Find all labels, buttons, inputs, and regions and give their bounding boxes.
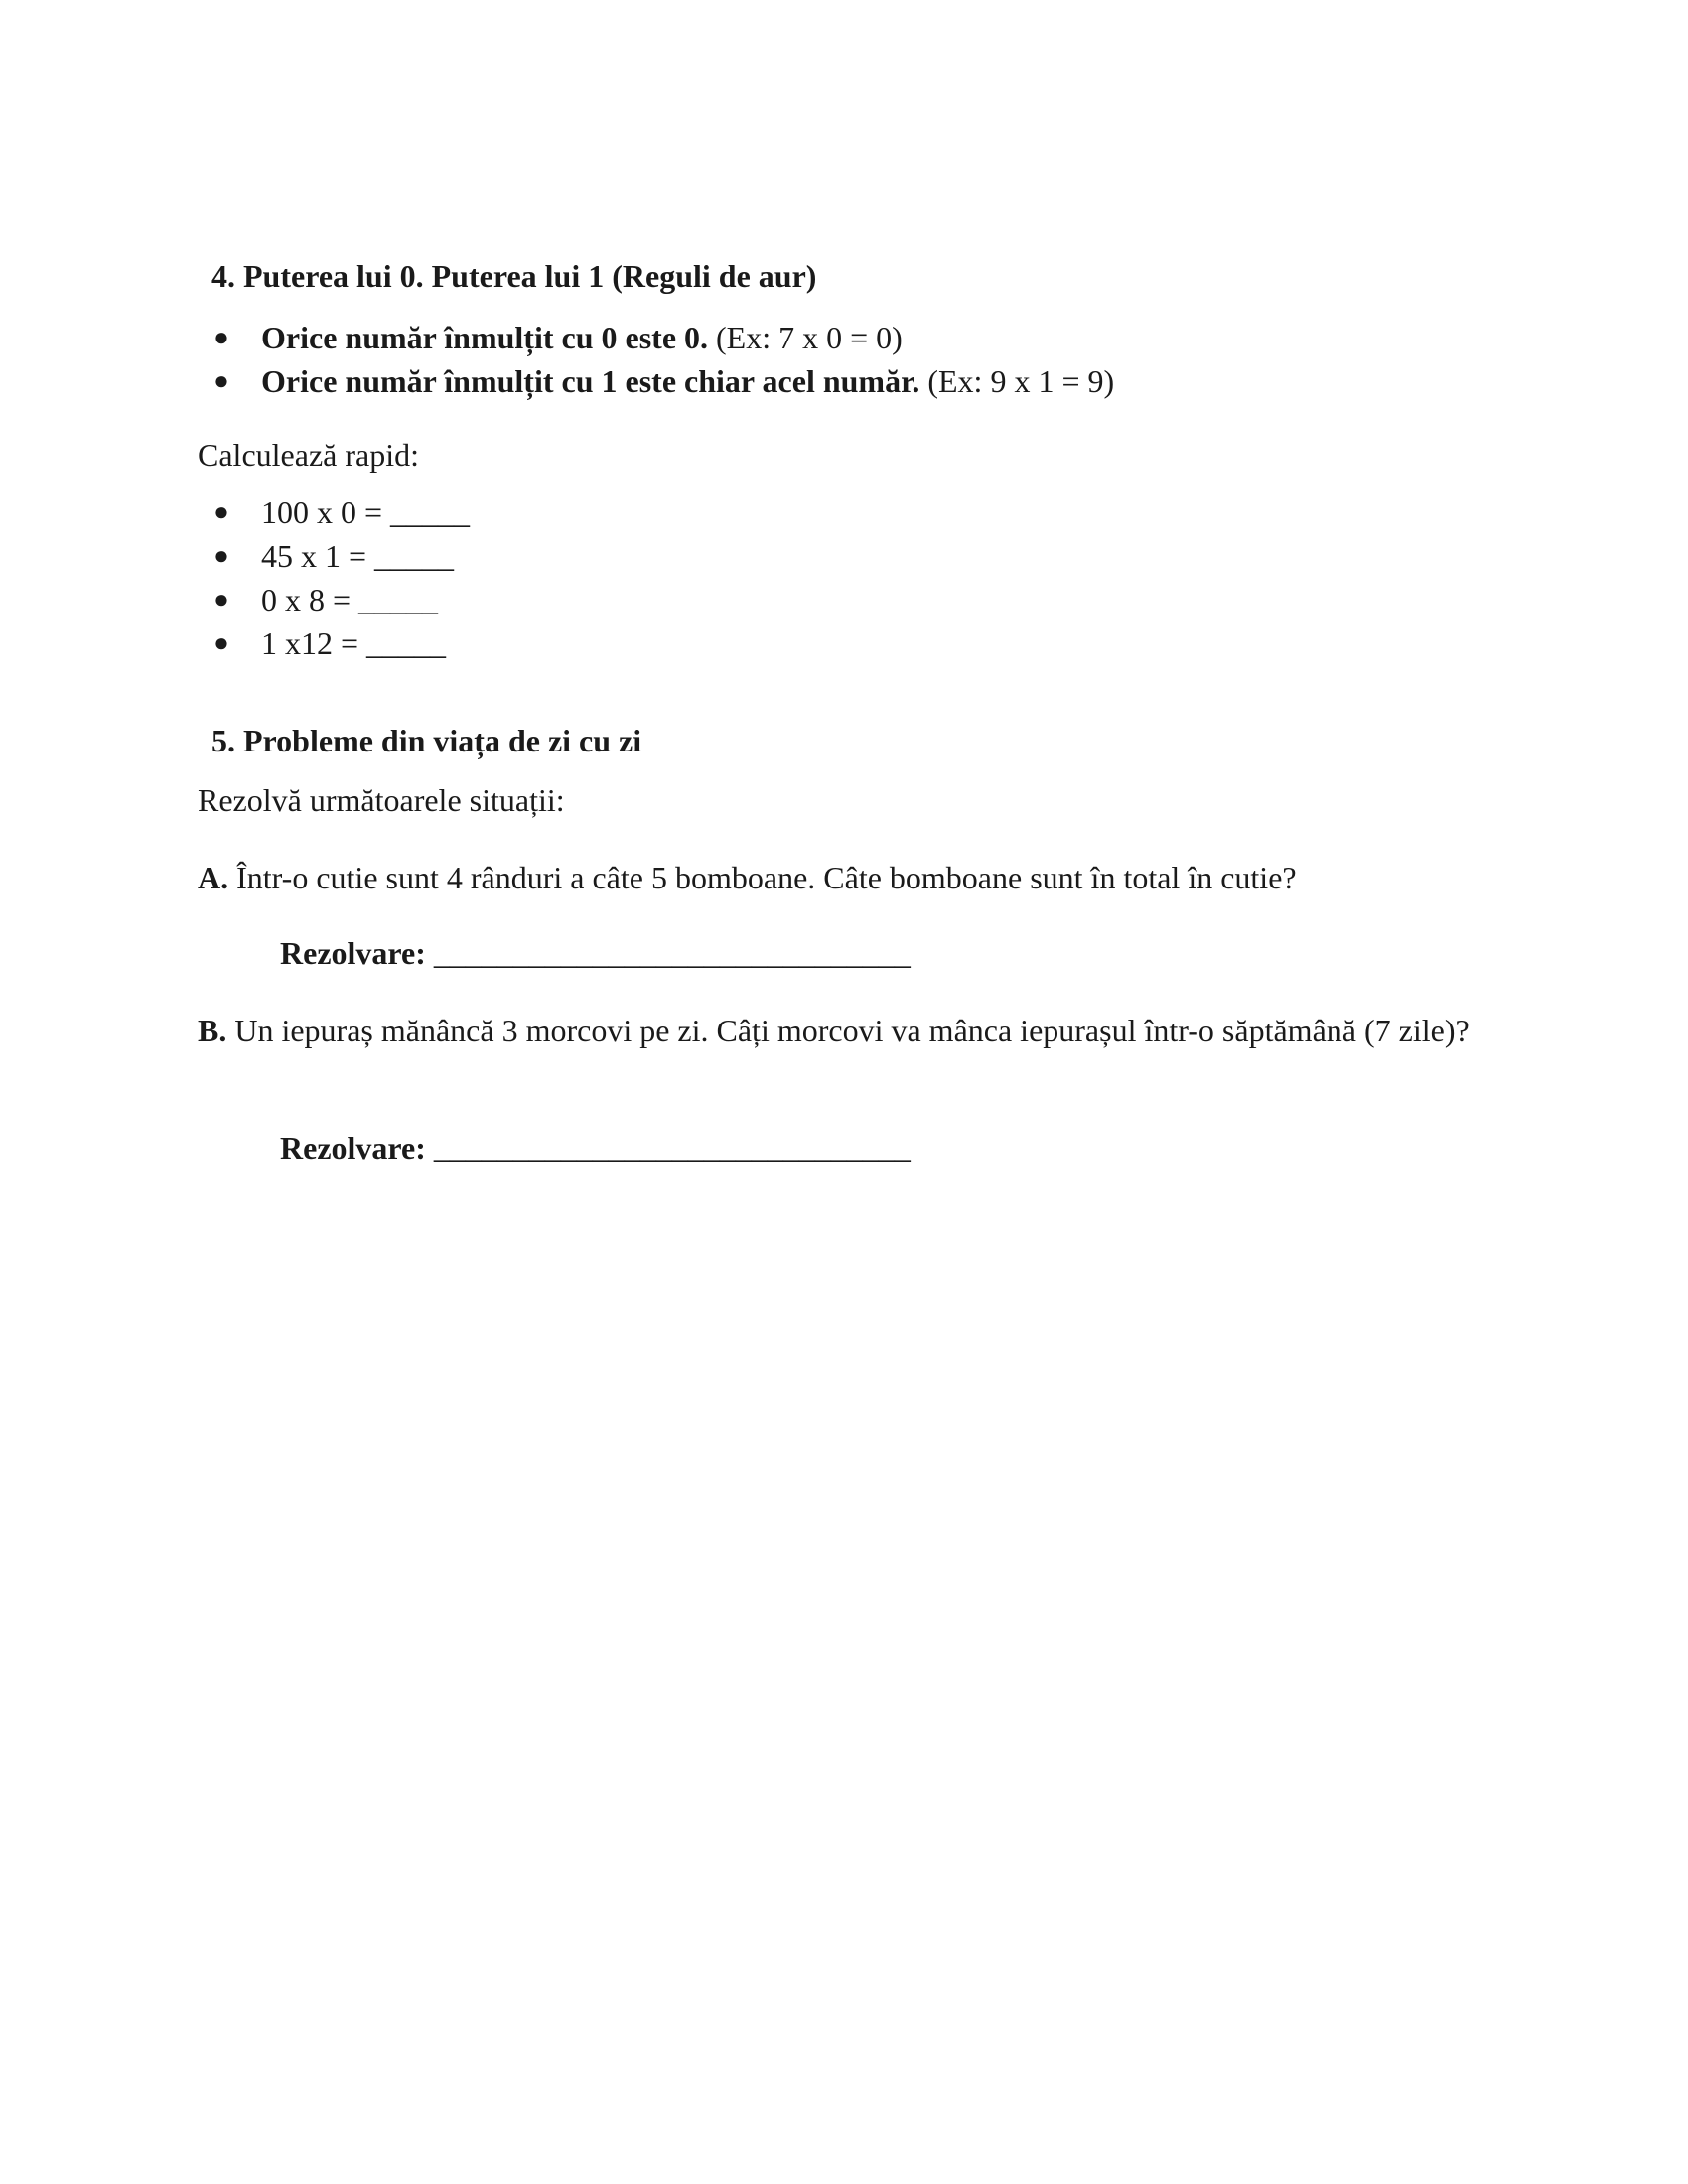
bullet-icon: ● — [213, 497, 229, 526]
problem-a — [198, 856, 1508, 899]
rule-example: (Ex: 7 x 0 = 0) — [708, 320, 903, 355]
answer-line-b[interactable] — [280, 1126, 911, 1169]
answer-blank[interactable]: ______________________________ — [425, 1130, 911, 1165]
problem-label: B. — [198, 1013, 227, 1048]
rule-example: (Ex: 9 x 1 = 9) — [919, 363, 1115, 399]
bullet-icon: ● — [213, 323, 229, 351]
exercise-text: 1 x12 = _____ — [261, 625, 447, 661]
calc-intro: Calculează rapid: — [198, 437, 419, 473]
bullet-icon: ● — [213, 585, 229, 614]
problem-text: Un iepuraș mănâncă 3 morcovi pe zi. Câți morcovi va mânca iepurașul într-o săptămână (7 zile)? — [226, 1013, 1470, 1048]
exercise-text: 100 x 0 = _____ — [261, 494, 471, 530]
section-4-heading: 4. Puterea lui 0. Puterea lui 1 (Reguli de aur) — [211, 258, 817, 294]
rule-statement: Orice număr înmulțit cu 0 este 0. — [261, 320, 709, 355]
section-5-intro: Rezolvă următoarele situații: — [198, 782, 565, 818]
problem-b — [198, 1009, 1508, 1052]
problem-label: A. — [198, 860, 229, 895]
bullet-icon: ● — [213, 541, 229, 570]
answer-label: Rezolvare: — [280, 935, 426, 971]
answer-line-a[interactable] — [280, 931, 911, 975]
exercise-text: 0 x 8 = _____ — [261, 582, 439, 617]
answer-label: Rezolvare: — [280, 1130, 426, 1165]
bullet-icon: ● — [213, 628, 229, 657]
exercise-text: 45 x 1 = _____ — [261, 538, 455, 574]
problem-text: Într-o cutie sunt 4 rânduri a câte 5 bomboane. Câte bomboane sunt în total în cutie? — [228, 860, 1297, 895]
bullet-icon: ● — [213, 366, 229, 395]
section-5-heading: 5. Probleme din viața de zi cu zi — [211, 723, 642, 758]
answer-blank[interactable]: ______________________________ — [425, 935, 911, 971]
rule-statement: Orice număr înmulțit cu 1 este chiar acel număr. — [261, 363, 920, 399]
